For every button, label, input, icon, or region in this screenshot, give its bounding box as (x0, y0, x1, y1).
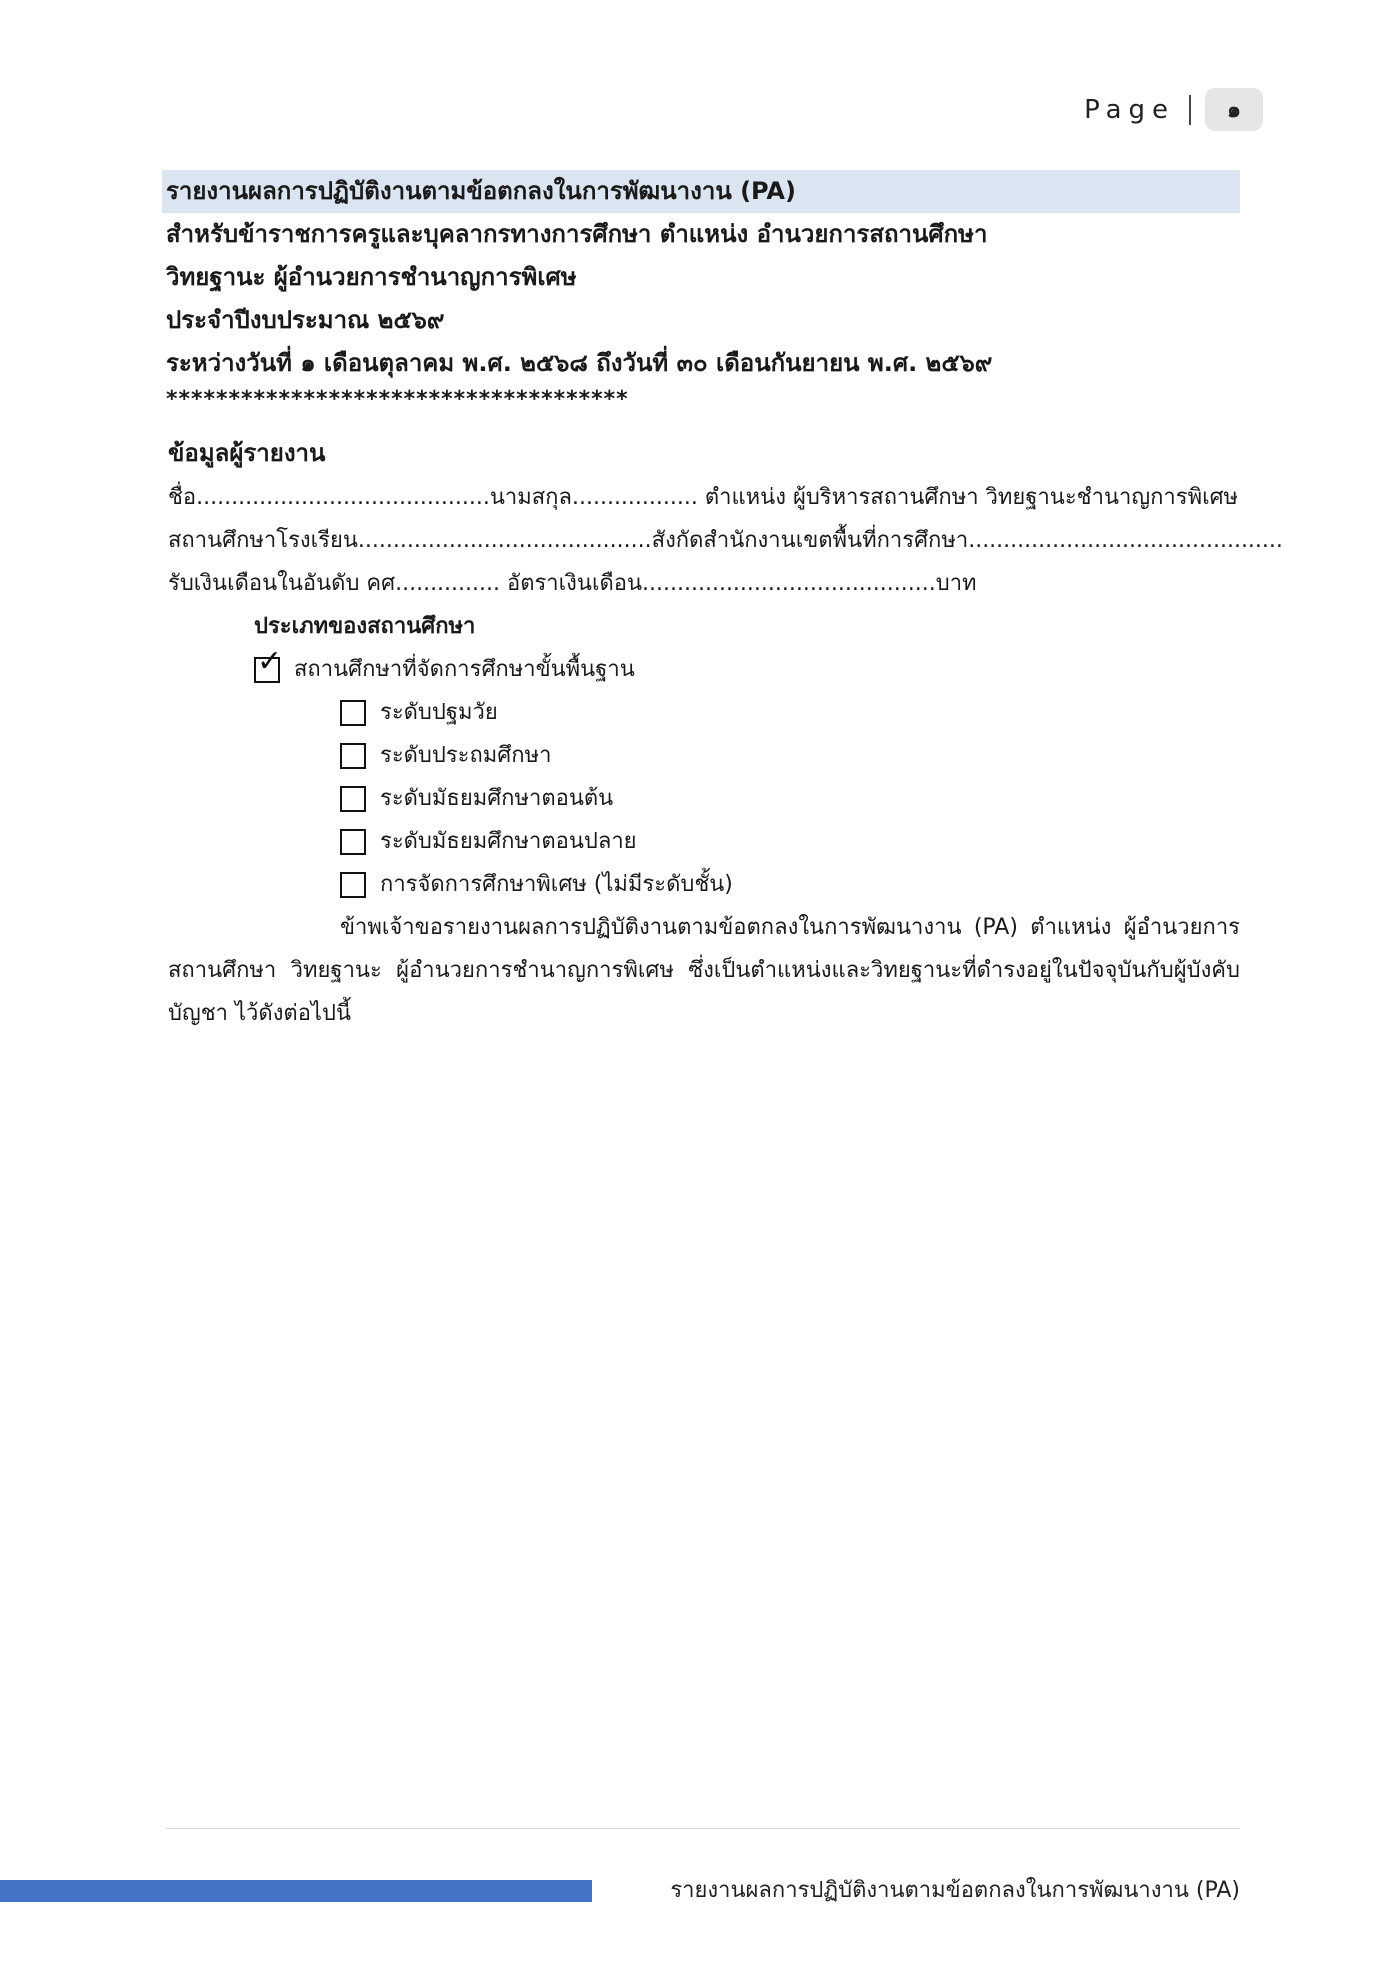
checkbox[interactable] (340, 743, 366, 769)
reporter-section (168, 430, 1283, 1035)
footer-accent-bar (0, 1880, 592, 1902)
report-subtitle-position: สำหรับข้าราชการครูและบุคลากรทางการศึกษา ตำแหน่ง อำนวยการสถานศึกษา (166, 220, 988, 248)
page-separator (1189, 95, 1191, 125)
footer-divider (166, 1828, 1240, 1829)
document-title-block (166, 170, 1240, 415)
option-level-lower-secondary[interactable] (168, 777, 1240, 820)
check-icon: ✓ (257, 643, 283, 679)
option-label: ระดับมัธยมศึกษาตอนปลาย (380, 829, 637, 854)
checkbox[interactable] (340, 700, 366, 726)
option-basic-education[interactable] (168, 643, 1240, 691)
checkbox[interactable] (340, 829, 366, 855)
option-label: การจัดการศึกษาพิเศษ (ไม่มีระดับชั้น) (380, 872, 733, 897)
reporter-salary-line: รับเงินเดือนในอันดับ คศ............... อัตราเงินเดือน..........................................บาท (168, 571, 977, 596)
option-label: ระดับประถมศึกษา (380, 743, 552, 768)
page-label: Page (1084, 94, 1176, 125)
option-level-special-education[interactable] (168, 863, 1240, 906)
school-type-heading: ประเภทของสถานศึกษา (254, 614, 476, 639)
separator-stars: ************************************* (166, 387, 629, 412)
report-subtitle-rank: วิทยฐานะ ผู้อำนวยการชำนาญการพิเศษ (166, 263, 577, 291)
report-fiscal-year: ประจำปีงบประมาณ ๒๕๖๙ (166, 306, 445, 334)
option-label: ระดับมัธยมศึกษาตอนต้น (380, 786, 614, 811)
footer-title: รายงานผลการปฏิบัติงานตามข้อตกลงในการพัฒนางาน (PA) (670, 1878, 1240, 1903)
option-label: สถานศึกษาที่จัดการศึกษาขั้นพื้นฐาน (294, 657, 635, 682)
checkbox-checked[interactable] (254, 643, 283, 683)
option-level-preschool[interactable] (168, 691, 1240, 734)
page-header (1084, 88, 1263, 131)
option-level-upper-secondary[interactable] (168, 820, 1240, 863)
statement-text: ข้าพเจ้าขอรายงานผลการปฏิบัติงานตามข้อตกลงในการพัฒนางาน (PA) ตำแหน่ง ผู้อำนวยการสถานศึกษา วิทยฐานะ ผู้อำนวยการชำนาญการพิเศษ ซึ่งเป็นตำแหน่งและวิทยฐานะที่ดำรงอยู่ในปัจจุบันกับผู้บังคับบัญชา ไว้ดังต่อไปนี้ (168, 915, 1240, 1026)
reporter-name-line: ชื่อ..........................................นามสกุล.................. ตำแหน่ง ผู้บริหารสถานศึกษา วิทยฐานะชำนาญการพิเศษ (168, 485, 1239, 510)
checkbox[interactable] (340, 872, 366, 898)
report-title: รายงานผลการปฏิบัติงานตามข้อตกลงในการพัฒนางาน (PA) (162, 170, 1240, 213)
option-level-primary[interactable] (168, 734, 1240, 777)
checkbox[interactable] (340, 786, 366, 812)
reporter-heading: ข้อมูลผู้รายงาน (168, 439, 326, 467)
report-period: ระหว่างวันที่ ๑ เดือนตุลาคม พ.ศ. ๒๕๖๘ ถึงวันที่ ๓๐ เดือนกันยายน พ.ศ. ๒๕๖๙ (166, 349, 993, 377)
reporter-school-line: สถานศึกษาโรงเรียน..........................................สังกัดสำนักงานเขตพื้นที่การศึกษา............................................. (168, 528, 1283, 553)
page-number: ๑ (1205, 88, 1263, 131)
statement-paragraph (168, 906, 1240, 1035)
option-label: ระดับปฐมวัย (380, 700, 498, 725)
